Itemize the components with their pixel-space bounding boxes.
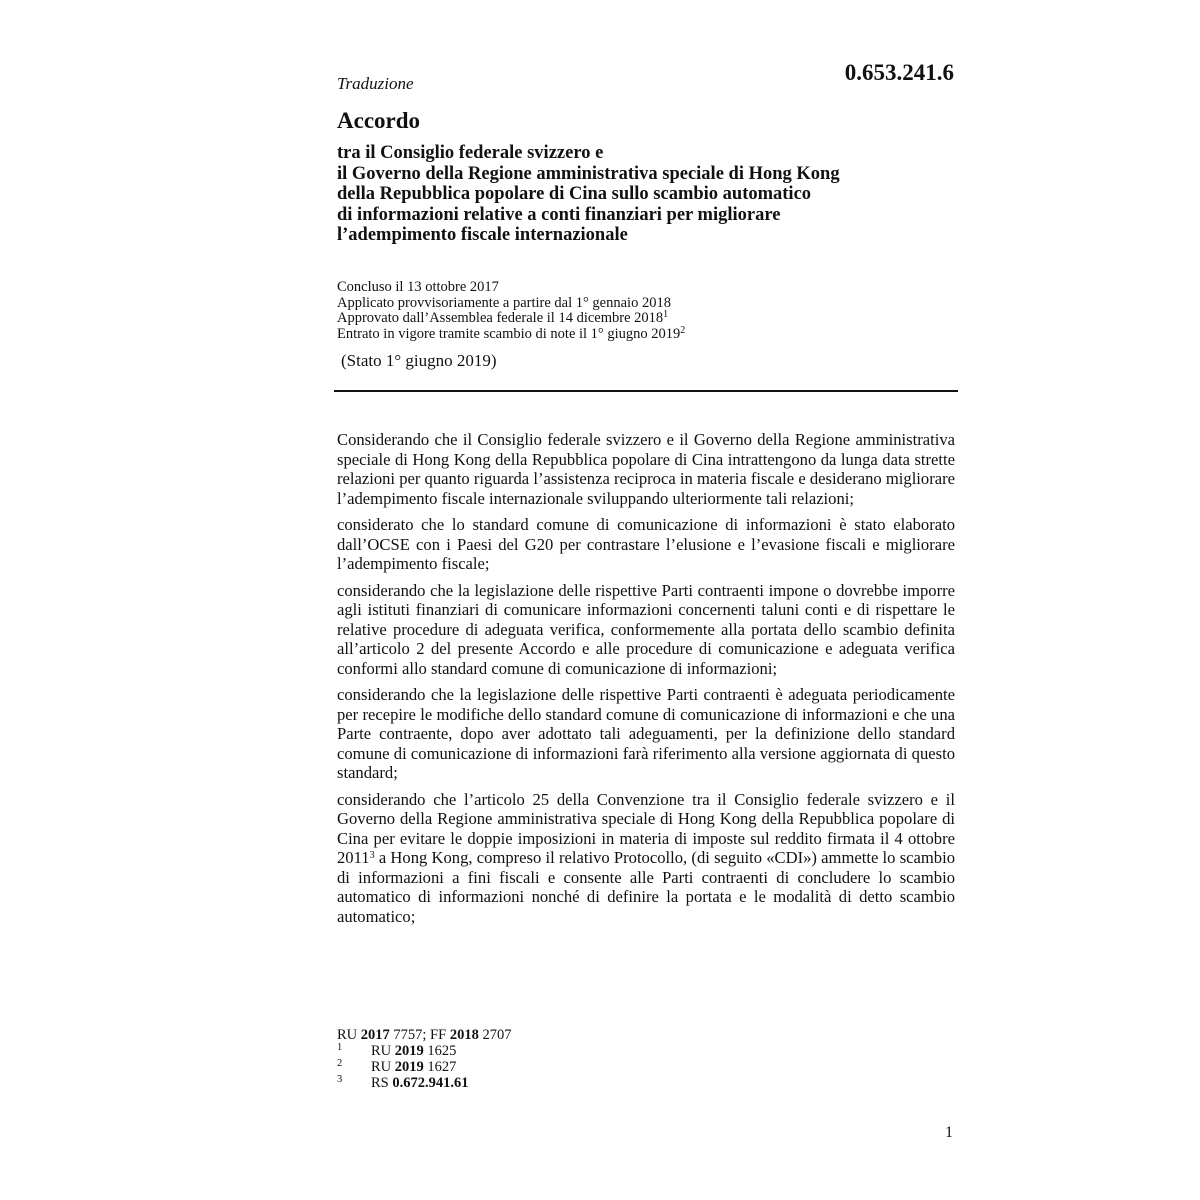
ru-year: 2017 [360, 1027, 390, 1043]
footnote [337, 1075, 511, 1091]
concluded-date: Concluso il 13 ottobre 2017 [337, 279, 499, 295]
footnote-ref[interactable]: 1 [663, 309, 669, 320]
footnote-year: 2019 [394, 1043, 424, 1059]
footnote-number: 3 [337, 1074, 343, 1085]
preamble-paragraph [337, 790, 955, 927]
preamble-paragraph: considerando che la legislazione delle rispettive Parti contraenti impone o dovrebbe imporre agli istituti finanziari di comunicare informazioni concernenti taluni conti e di rispettare le relative procedure di adeguata verifica, conformemente alla portata dello scambio definita all’articolo 2 del presente Accordo e alle procedure di comunicazione e adeguata verifica conformi allo standard comune di comunicazione di informazioni; [337, 580, 955, 678]
footnote-code: 0.672.941.61 [392, 1075, 469, 1091]
footnotes [337, 1027, 511, 1091]
entry-into-force-text: Entrato in vigore tramite scambio di note il 1° giugno 2019 [337, 325, 681, 342]
preamble-paragraph: Considerando che il Consiglio federale svizzero e il Governo della Regione amministrativa speciale di Hong Kong della Repubblica popolare di Cina intrattengono da lunga data strette relazioni per quanto riguarda l’assistenza reciproca in materia fiscale e desiderano migliorare l’adempimento fiscale internazionale sviluppando ulteriormente tali relazioni; [337, 430, 955, 508]
translation-label: Traduzione [337, 74, 414, 93]
footnote-ref[interactable]: 2 [680, 324, 686, 336]
preamble-paragraph: considerato che lo standard comune di comunicazione di informazioni è stato elaborato dall’OCSE con i Paesi del G20 per contrastare l’elusione e l’evasione fiscali e migliorare l’adempimento fiscale; [337, 515, 955, 573]
preamble [337, 430, 955, 933]
publication-reference [337, 1027, 511, 1043]
footnote [337, 1059, 511, 1075]
footnote-number: 2 [337, 1058, 343, 1069]
footnote [337, 1043, 511, 1059]
paragraph-text: considerando che l’articolo 25 della Convenzione tra il Consiglio federale svizzero e il Governo della Regione amministrativa speciale di Hong Kong della Repubblica popolare di Cina per evitare le doppie imposizioni in materia di imposte sul reddito firmata il 4 ottobre 2011 [337, 789, 955, 867]
ff-year: 2018 [449, 1027, 479, 1043]
document-number: 0.653.241.6 [844, 60, 954, 85]
ff-number: 2707 [478, 1027, 512, 1043]
document-title: Accordo [337, 108, 421, 133]
footnote-prefix: RS [371, 1075, 393, 1091]
subtitle-line: il Governo della Regione amministrativa speciale di Hong Kong [337, 163, 840, 184]
provisional-application: Applicato provvisoriamente a partire dal 1° gennaio 2018 [337, 294, 671, 311]
ru-number: 7757; FF [389, 1027, 450, 1043]
document-metadata [337, 280, 685, 342]
footnote-prefix: RU [371, 1059, 395, 1075]
status-date: (Stato 1° giugno 2019) [341, 351, 497, 370]
subtitle-line: l’adempimento fiscale internazionale [337, 225, 628, 245]
footnote-number: 1 [337, 1042, 343, 1053]
paragraph-text: a Hong Kong, compreso il relativo Protocollo, (di seguito «CDI») ammette lo scambio di informazioni a fini fiscali e consente alle Parti contraenti di concludere lo scambio automatico di informazioni nonché di definire la portata e le modalità di detto scambio automatico; [337, 848, 955, 926]
footnote-number-text: 1627 [423, 1059, 457, 1075]
document-subtitle [337, 143, 937, 246]
footnote-prefix: RU [371, 1043, 395, 1059]
header-divider [334, 390, 958, 392]
footnote-year: 2019 [394, 1059, 424, 1075]
page-number: 1 [945, 1124, 953, 1141]
subtitle-line: di informazioni relative a conti finanziari per migliorare [337, 204, 781, 225]
approval-line [337, 311, 685, 327]
subtitle-line: della Repubblica popolare di Cina sullo scambio automatico [337, 184, 812, 204]
approval-text: Approvato dall’Assemblea federale il 14 dicembre 2018 [337, 310, 664, 326]
footnote-ref[interactable]: 3 [369, 850, 375, 861]
entry-into-force-line [337, 324, 686, 343]
ru-prefix: RU [337, 1027, 361, 1043]
preamble-paragraph: considerando che la legislazione delle rispettive Parti contraenti è adeguata periodicamente per recepire le modifiche dello standard comune di comunicazione di informazioni e che una Parte contraente, dopo aver adottato tali adeguamenti, per la definizione dello standard comune di comunicazione di informazioni farà riferimento alla versione aggiornata di questo standard; [337, 685, 955, 782]
subtitle-line: tra il Consiglio federale svizzero e [337, 143, 604, 163]
footnote-number-text: 1625 [423, 1043, 457, 1059]
